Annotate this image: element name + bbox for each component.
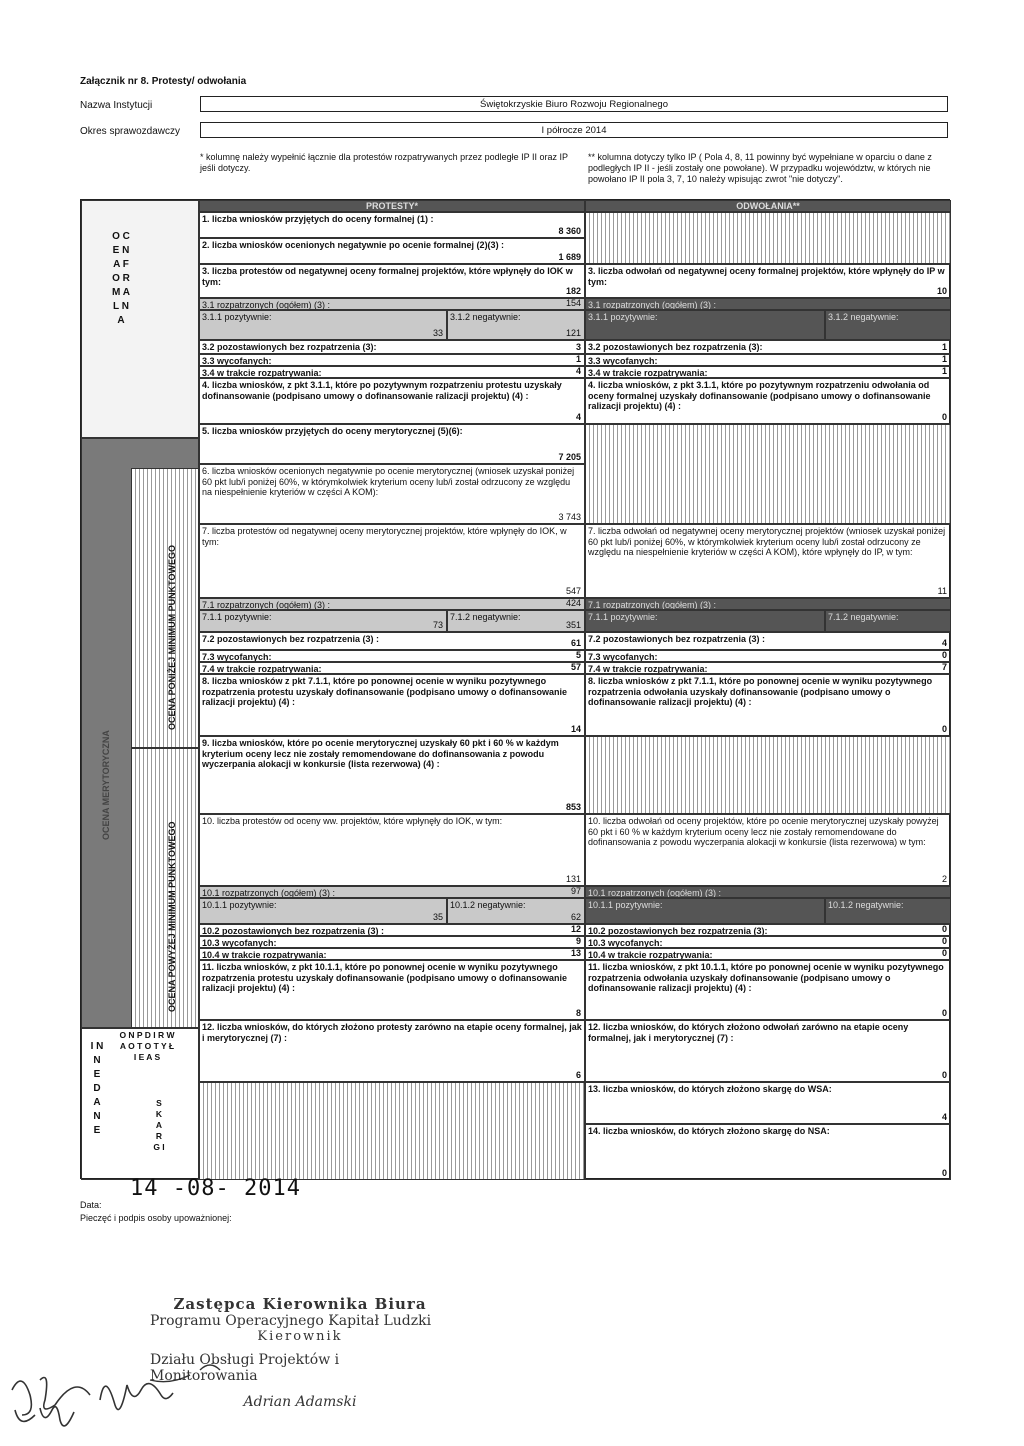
row-3-1-1-appeal: 3.1.1 pozytywnie: [585, 310, 825, 340]
stamp-line-5: Adrian Adamski [243, 1394, 357, 1410]
row-10-3: 10.3 wycofanych: 9 [199, 936, 585, 948]
row-7-1-1: 7.1.1 pozytywnie: 73 [199, 610, 447, 632]
side-label-skargi: S K A R G I [153, 1098, 165, 1152]
row-10-2-appeal: 10.2 pozostawionych bez rozpatrzenia (3): 0 [585, 924, 951, 936]
row-4: 4. liczba wniosków, z pkt 3.1.1, które po pozytywnym rozpatrzeniu protestu uzyskały dofinansowanie (podpisano umowy o dofinansowanie ralizacji projektu) (4) : 4 [199, 378, 585, 424]
row-7-3-appeal: 7.3 wycofanych: 0 [585, 650, 951, 662]
row-10: 10. liczba protestów od oceny ww. projektów, które wpłynęły do IOK, w tym: 131 [199, 814, 585, 886]
stamp-line-2: Programu Operacyjnego Kapitał Ludzki [150, 1313, 432, 1329]
row-3-4-appeal: 3.4 w trakcie rozpatrywania: 1 [585, 366, 951, 378]
side-label-above-min: OCENA POWYŻEJ MINIMUM PUNKTOWEGO [167, 821, 177, 1012]
row-10-1-2: 10.1.2 negatywnie: 62 [447, 898, 585, 924]
row-7-1-1-appeal: 7.1.1 pozytywnie: [585, 610, 825, 632]
row-10-1-2-appeal: 10.1.2 negatywnie: [825, 898, 951, 924]
attachment-title: Załącznik nr 8. Protesty/ odwołania [80, 76, 247, 87]
row-5-appeal [585, 424, 951, 524]
column-header-appeals: ODWOŁANIA** [585, 200, 951, 212]
column-header-protests: PROTESTY* [199, 200, 585, 212]
row-3-4: 3.4 w trakcie rozpatrywania: 4 [199, 366, 585, 378]
side-label-formal: O C E N A F O R M A L N A [112, 231, 130, 326]
period-label: Okres sprawozdawczy [80, 126, 181, 137]
row-3-1-2-appeal: 3.1.2 negatywnie: [825, 310, 951, 340]
row-7-1-2-appeal: 7.1.2 negatywnie: [825, 610, 951, 632]
row-10-1-1: 10.1.1 pozytywnie: 35 [199, 898, 447, 924]
sign-label: Pieczęć i podpis osoby upoważnionej: [80, 1213, 232, 1223]
side-label-below-min: OCENA PONIŻEJ MINIMUM PUNKTOWEGO [167, 544, 177, 730]
row-3-2-appeal: 3.2 pozostawionych bez rozpatrzenia (3): 1 [585, 340, 951, 354]
row-5: 5. liczba wniosków przyjętych do oceny merytorycznej (5)(6): 7 205 [199, 424, 585, 464]
stamp-line-1: Zastępca Kierownika Biura [173, 1295, 427, 1313]
row-3-3: 3.3 wycofanych: 1 [199, 354, 585, 366]
date-stamp: 14 -08- 2014 [130, 1176, 301, 1201]
row-7-2-appeal: 7.2 pozostawionych bez rozpatrzenia (3) : 4 [585, 632, 951, 650]
row-1-appeal [585, 212, 951, 264]
row-8-appeal: 8. liczba wniosków z pkt 7.1.1, które po ponownej ocenie w wyniku pozytywnego rozpatrzenia odwołania uzyskały dofinansowanie (podpisano umowy o dofinansowanie ralizacji projektu) (4) : 0 [585, 674, 951, 736]
period-field: I półrocze 2014 [200, 122, 948, 138]
row-7-3: 7.3 wycofanych: 5 [199, 650, 585, 662]
row-skargi-protests [199, 1082, 585, 1180]
side-below-block [131, 468, 199, 748]
row-12: 12. liczba wniosków, do których złożono protesty zarówno na etapie oceny formalnej, jak i merytorycznej (7) : 6 [199, 1020, 585, 1082]
stamp-line-3: Kierownik [257, 1329, 343, 1344]
row-7-4: 7.4 w trakcie rozpatrywania: 57 [199, 662, 585, 674]
row-13-appeal: 13. liczba wniosków, do których złożono skargę do WSA: 4 [585, 1082, 951, 1124]
row-3-1-appeal: 3.1 rozpatrzonych (ogółem) (3) : [585, 298, 951, 310]
side-label-protests-both: O N P D I R W A O T O T Y Ł I E A S [119, 1030, 175, 1062]
row-1: 1. liczba wniosków przyjętych do oceny formalnej (1) : 8 360 [199, 212, 585, 238]
row-3: 3. liczba protestów od negatywnej oceny formalnej projektów, które wpłynęły do IOK w tym: 182 [199, 264, 585, 298]
report-table [80, 199, 950, 1179]
row-7-4-appeal: 7.4 w trakcie rozpatrywania: 7 [585, 662, 951, 674]
row-10-2: 10.2 pozostawionych bez rozpatrzenia (3) : 12 [199, 924, 585, 936]
row-9-appeal [585, 736, 951, 814]
institution-label: Nazwa Instytucji [80, 100, 153, 111]
row-10-3-appeal: 10.3 wycofanych: 0 [585, 936, 951, 948]
row-7: 7. liczba protestów od negatywnej oceny merytorycznej projektów, które wpłynęły do IOK, w tym: 547 [199, 524, 585, 598]
row-7-1-2: 7.1.2 negatywnie: 351 [447, 610, 585, 632]
row-10-1-appeal: 10.1 rozpatrzonych (ogółem) (3) : [585, 886, 951, 898]
row-11: 11. liczba wniosków, z pkt 10.1.1, które po ponownej ocenie w wyniku pozytywnego rozpatrzenia protestu uzyskały dofinansowanie (podpisano umowy o dofinansowanie ralizacji projektu) (4) : 8 [199, 960, 585, 1020]
row-10-appeal: 10. liczba odwołań od oceny projektów, które po ocenie merytorycznej uzyskały powyżej 60 pkt i 60 % w każdym kryterium oceny lecz nie zostały remomendowane do dofinansowania z powodu wyczerpania alokacji w konkursie (lista rezerwowa) w tym: 2 [585, 814, 951, 886]
side-label-other: I N N E D A N E [90, 1041, 104, 1136]
row-7-1-appeal: 7.1 rozpatrzonych (ogółem) (3) : [585, 598, 951, 610]
row-3-1: 3.1 rozpatrzonych (ogółem) (3) : 154 [199, 298, 585, 310]
note-protests: * kolumnę należy wypełnić łącznie dla protestów rozpatrywanych przez podległe IP II oraz IP jeśli dotyczy. [200, 152, 568, 173]
row-7-1: 7.1 rozpatrzonych (ogółem) (3) : 424 [199, 598, 585, 610]
note-appeals: ** kolumna dotyczy tylko IP ( Pola 4, 8, 11 powinny być wypełniane w oparciu o dane z podległych IP II - jeśli zostały one powołane). W przypadku województw, w których nie powołano IP II pola 3, 7, 10 należy wpisując zwrot "nie dotyczy". [588, 152, 932, 184]
row-10-1: 10.1 rozpatrzonych (ogółem) (3) : 97 [199, 886, 585, 898]
row-3-1-1: 3.1.1 pozytywnie: 33 [199, 310, 447, 340]
side-formal-block [81, 200, 199, 438]
row-10-4-appeal: 10.4 w trakcie rozpatrywania: 0 [585, 948, 951, 960]
row-14-appeal: 14. liczba wniosków, do których złożono skargę do NSA: 0 [585, 1124, 951, 1180]
stamp-line-4: Działu Obsługi Projektów i Monitorowania [150, 1352, 340, 1384]
row-10-4: 10.4 w trakcie rozpatrywania: 13 [199, 948, 585, 960]
row-4-appeal: 4. liczba wniosków, z pkt 3.1.1, które po pozytywnym rozpatrzeniu odwołania od oceny formalnej uzyskały dofinansowanie (podpisano umowy o dofinansowanie ralizacji projektu) (4) : 0 [585, 378, 951, 424]
row-3-3-appeal: 3.3 wycofanych: 1 [585, 354, 951, 366]
row-9: 9. liczba wniosków, które po ocenie merytorycznej uzyskały 60 pkt i 60 % w każdym kryterium oceny lecz nie zostały remomendowane do dofinansowania z powodu wyczerpania alokacji w konkursie (lista rezerwowa) (4) : 853 [199, 736, 585, 814]
row-12-appeal: 12. liczba wniosków, do których złożono odwołań zarówno na etapie oceny formalnej, jak i merytorycznej (7) : 0 [585, 1020, 951, 1082]
side-above-block [131, 748, 199, 1028]
row-11-appeal: 11. liczba wniosków, z pkt 10.1.1, które po ponownej ocenie w wyniku pozytywnego rozpatrzenia odwołania uzyskały dofinansowanie (podpisano umowy o dofinansowanie ralizacji projektu) (4) : 0 [585, 960, 951, 1020]
row-2: 2. liczba wniosków ocenionych negatywnie po ocenie formalnej (2)(3) : 1 689 [199, 238, 585, 264]
institution-field: Świętokrzyskie Biuro Rozwoju Regionalnego [200, 96, 948, 112]
row-8: 8. liczba wniosków z pkt 7.1.1, które po ponownej ocenie w wyniku pozytywnego rozpatrzenia protestu uzyskały dofinansowanie (podpisano umowy o dofinansowanie ralizacji projektu) (4) : 14 [199, 674, 585, 736]
row-3-2: 3.2 pozostawionych bez rozpatrzenia (3): 3 [199, 340, 585, 354]
row-7-2: 7.2 pozostawionych bez rozpatrzenia (3) : 61 [199, 632, 585, 650]
row-7-appeal: 7. liczba odwołań od negatywnej oceny merytorycznej projektów (wniosek uzyskał poniżej 60 pkt lub/i poniżej 60%, w którymkolwiek kryterium oceny lub/i został odrzucony ze względu na niespełnienie kryteriów w części A KOM), które wpłynęły do IP, w tym: 11 [585, 524, 951, 598]
side-label-merit: OCENA MERYTORYCZNA [101, 730, 111, 840]
handwritten-signature [0, 1350, 300, 1440]
row-10-1-1-appeal: 10.1.1 pozytywnie: [585, 898, 825, 924]
row-6: 6. liczba wniosków ocenionych negatywnie po ocenie merytorycznej (wniosek uzyskał poniżej 60 pkt lub/i poniżej 60%, w którymkolwiek kryterium oceny lub/i został odrzucony ze względu na niespełnienie kryteriów w części A KOM): 3 743 [199, 464, 585, 524]
date-label: Data: [80, 1200, 102, 1210]
row-3-appeal: 3. liczba odwołań od negatywnej oceny formalnej projektów, które wpłynęły do IP w tym: 10 [585, 264, 951, 298]
row-3-1-2: 3.1.2 negatywnie: 121 [447, 310, 585, 340]
